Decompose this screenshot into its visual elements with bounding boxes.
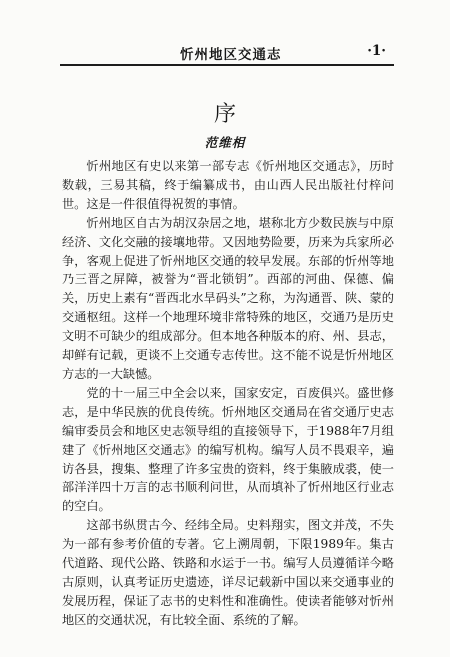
page-number: ·1· — [367, 43, 386, 59]
paragraph-1: 忻州地区有史以来第一部专志《忻州地区交通志》，历时数载，三易其稿，终于编纂成书，由山西人民出版社付梓问世。这是一件很值得祝贺的事情。 — [62, 159, 394, 211]
preface-title: 序 — [213, 101, 236, 127]
paragraph-4: 这部书纵贯古今、经纬全局。史料翔实，图文并茂，不失为一部有参考价值的专著。它上溯周朝，下限1989年。集古代道路、现代公路、铁路和水运于一书。编写人员遵循详今略古原则，认真考证历史遗迹，详尽记载新中国以来交通事业的发展历程，保证了志书的史料性和准确性。使读者能够对忻州地区的交通状况，有比较全面、系统的了解。 — [62, 518, 394, 627]
author-name: 范维相 — [204, 135, 246, 150]
header-rule — [60, 64, 394, 66]
running-header-title: 忻州地区交通志 — [180, 47, 282, 63]
preface-body — [62, 157, 394, 630]
paragraph-3: 党的十一届三中全会以来，国家安定，百废俱兴。盛世修志，是中华民族的优良传统。忻州地区交通局在省交通厅史志编审委员会和地区史志领导组的直接领导下，于1988年7月组建了《忻州地区交通志》的编写机构。编写人员不畏艰辛，遍访各县，搜集、整理了许多宝贵的资料，终于集腋成裘，使一部洋洋四十万言的志书顺利问世，从而填补了忻州地区行业志的空白。 — [62, 385, 394, 514]
paragraph-2: 忻州地区自古为胡汉杂居之地，堪称北方少数民族与中原经济、文化交融的接壤地带。又因地势险要，历来为兵家所必争，客观上促进了忻州地区交通的较早发展。东部的忻州等地乃三晋之屏障，被誉为“晋北锁钥”。西部的河曲、保德、偏关，历史上素有“晋西北水旱码头”之称，为沟通晋、陕、蒙的交通枢纽。这样一个地理环境非常特殊的地区，交通乃是历史文明不可缺少的组成部分。但本地各种版本的府、州、县志，却鲜有记载，更谈不上交通专志传世。这不能不说是忻州地区方志的一大缺憾。 — [62, 215, 394, 381]
running-header — [60, 40, 386, 62]
